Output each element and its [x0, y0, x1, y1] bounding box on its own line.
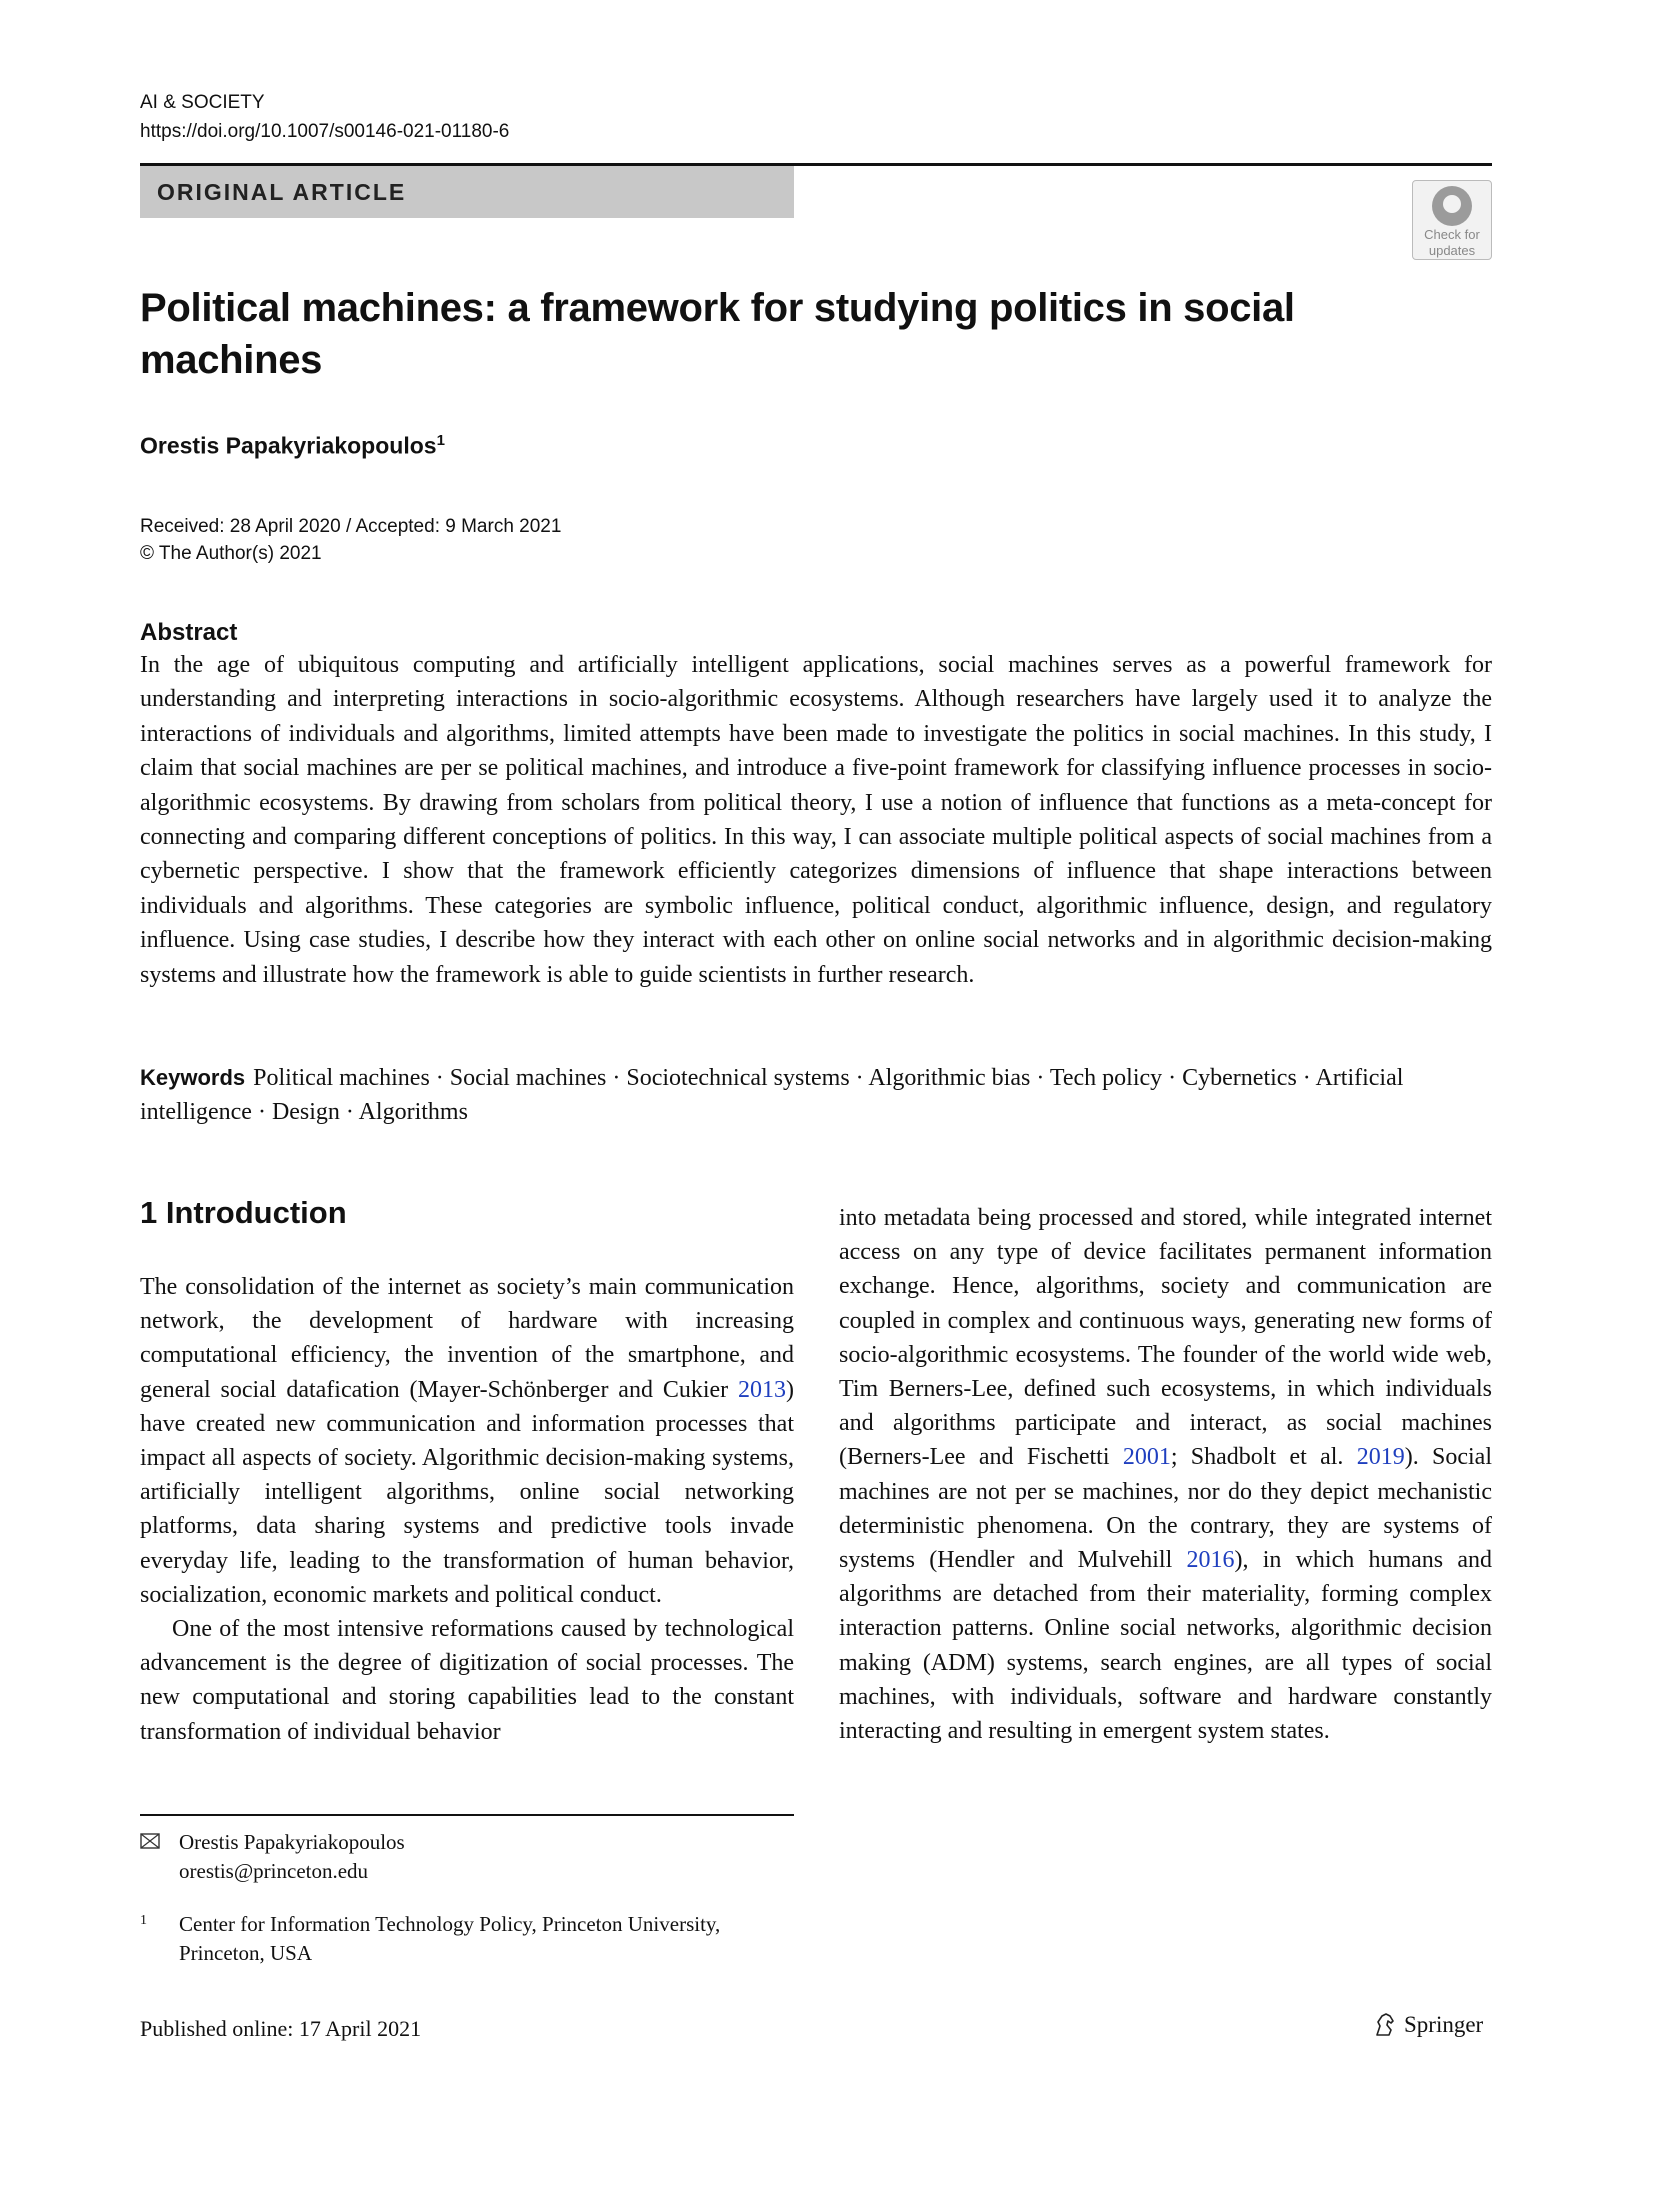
intro-paragraph-3	[839, 1201, 1492, 1748]
keywords-label: Keywords	[140, 1065, 246, 1090]
title-line2: machines	[140, 338, 323, 382]
section-heading-introduction: 1 Introduction	[140, 1195, 347, 1230]
citation-link[interactable]: 2013	[738, 1376, 786, 1403]
author-affiliation-mark: 1	[436, 432, 445, 449]
abstract-heading: Abstract	[140, 619, 238, 646]
corresponding-email[interactable]: orestis@princeton.edu	[179, 1859, 369, 1883]
envelope-icon	[140, 1828, 160, 1857]
published-online: Published online: 17 April 2021	[140, 2016, 422, 2041]
right-column	[839, 1201, 1492, 1748]
text-run: ), in which humans and algorithms are detached from their materiality, forming complex interaction patterns. Online social networks, algorithmic decision making (ADM) systems, search engines, are all types of social machines, with individuals, software and hardware constantly interacting and resulting in emergent system states.	[839, 1547, 1492, 1745]
article-dates	[140, 513, 561, 567]
footnote-rule	[140, 1814, 794, 1816]
doi-link[interactable]: https://doi.org/10.1007/s00146-021-01180-6	[140, 121, 510, 142]
text-run: The consolidation of the internet as society’s main communication network, the development of hardware with increasing computational efficiency, the invention of the smartphone, and general social datafication (Mayer-Schönberger and Cukier	[140, 1274, 794, 1403]
affiliation-text: Center for Information Technology Policy, Princeton University, Princeton, USA	[179, 1912, 721, 1965]
author-line	[140, 432, 445, 460]
citation-link[interactable]: 2016	[1186, 1547, 1235, 1574]
intro-paragraph-2: One of the most intensive reformations caused by technological advancement is the degree of digitization of social processes. The new computational and storing capabilities lead to the constant transformation of individual behavior	[140, 1616, 794, 1745]
keywords-list: Political machines · Social machines · Sociotechnical systems · Algorithmic bias · Tech policy · Cybernetics · Artificial intelligence · Design · Algorithms	[140, 1065, 1404, 1126]
publisher-logo	[1372, 2012, 1483, 2038]
text-run: ). Social machines are not per se machines, nor do they depict mechanistic deterministic phenomena. On the contrary, they are systems of systems (Hendler and Mulvehill	[839, 1444, 1492, 1574]
left-column	[140, 1270, 794, 1749]
article-type-banner: ORIGINAL ARTICLE	[140, 166, 794, 218]
text-run: ; Shadbolt et al.	[1170, 1444, 1357, 1471]
text-run: ) have created new communication and information processes that impact all aspects of society. Algorithmic decision-making systems, artificially intelligent algorithms, online social networking platforms, data sharing systems and predictive tools invade everyday life, leading to the transformation of human behavior, socialization, economic markets and political conduct.	[140, 1376, 794, 1608]
footnote-affiliation	[140, 1910, 794, 1968]
title-line1: Political machines: a framework for studying politics in social	[140, 286, 1295, 330]
keywords	[140, 1061, 1492, 1130]
check-updates-icon	[1432, 186, 1472, 226]
received-accepted: Received: 28 April 2020 / Accepted: 9 March 2021	[140, 516, 562, 537]
footnote-corresponding-author	[140, 1828, 794, 1886]
citation-link[interactable]: 2019	[1356, 1444, 1405, 1471]
journal-header	[140, 88, 509, 146]
check-updates-line1: Check for	[1424, 227, 1480, 242]
author-name: Orestis Papakyriakopoulos	[140, 432, 437, 459]
intro-paragraph-1	[140, 1270, 794, 1612]
journal-name: AI & SOCIETY	[140, 92, 265, 113]
article-title	[140, 282, 1340, 386]
citation-link[interactable]: 2001	[1122, 1444, 1171, 1471]
check-updates-line2: updates	[1428, 243, 1476, 258]
corresponding-name: Orestis Papakyriakopoulos	[179, 1830, 405, 1854]
text-run: into metadata being processed and stored, while integrated internet access on any type of device facilitates permanent information exchange. Hence, algorithms, society and communication are coupled in complex and continuous ways, generating new forms of socio-algorithmic ecosystems. The founder of the world wide web, Tim Berners-Lee, defined such ecosystems, in which individuals and algorithms participate and interact, as social machines (Berners-Lee and Fischetti	[839, 1205, 1492, 1471]
springer-horse-icon	[1372, 2012, 1398, 2038]
publisher-name: Springer	[1404, 2012, 1484, 2037]
check-for-updates-badge[interactable]	[1412, 180, 1492, 260]
abstract-text: In the age of ubiquitous computing and artificially intelligent applications, social machines serves as a powerful framework for understanding and interpreting interactions in socio-algorithmic ecosystems. Although researchers have largely used it to analyze the interactions of individuals and algorithms, limited attempts have been made to investigate the politics in social machines. In this study, I claim that social machines are per se political machines, and introduce a five-point framework for classifying influence processes in socio-algorithmic ecosystems. By drawing from scholars from political theory, I use a notion of influence that functions as a meta-concept for connecting and comparing different conceptions of politics. In this way, I can associate multiple political aspects of social machines from a cybernetic perspective. I show that the framework efficiently categorizes dimensions of influence that shape interactions between individuals and algorithms. These categories are symbolic influence, political conduct, algorithmic influence, design, and regulatory influence. Using case studies, I describe how they interact with each other on online social networks and in algorithmic decision-making systems and illustrate how the framework is able to guide scientists in further research.	[140, 652, 1492, 988]
copyright: © The Author(s) 2021	[140, 543, 322, 564]
affiliation-mark: 1	[140, 1913, 147, 1928]
